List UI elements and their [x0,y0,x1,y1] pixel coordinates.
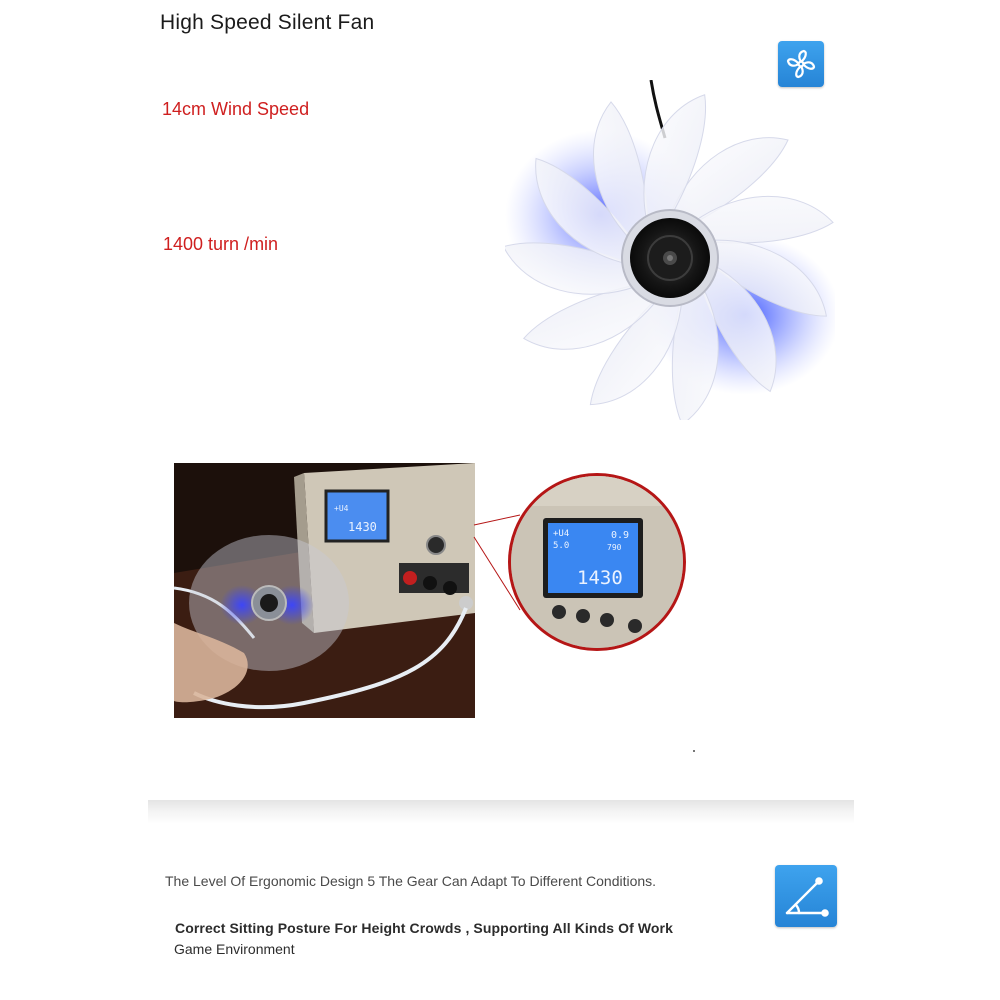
posture-line-1: Correct Sitting Posture For Height Crowds , Supporting All Kinds Of Work [175,920,673,936]
zoom-meter-small-2: 5.0 [553,541,570,551]
rpm-spec: 1400 turn /min [163,234,279,254]
meter-small-1: +U4 [334,504,349,513]
stray-dot [693,750,695,752]
meter-reading: 1430 [348,520,377,534]
wind-speed-spec: 14cm Wind Speed [162,99,310,119]
meter-zoom-callout [508,473,686,651]
ergonomic-description: The Level Of Ergonomic Design 5 The Gear Can Adapt To Different Conditions. [165,873,657,889]
zoom-meter-reading: 1430 [577,567,623,589]
zoom-meter-small-4: 790 [607,543,622,552]
page-title: High Speed Silent Fan [160,11,375,34]
section-divider [148,800,854,824]
angle-icon [775,865,837,927]
zoom-meter-small-1: +U4 [553,529,570,539]
fan-image [505,80,835,420]
zoom-meter-small-3: 0.9 [611,530,630,541]
test-bench-photo [174,463,475,718]
posture-line-2: Game Environment [174,941,295,957]
